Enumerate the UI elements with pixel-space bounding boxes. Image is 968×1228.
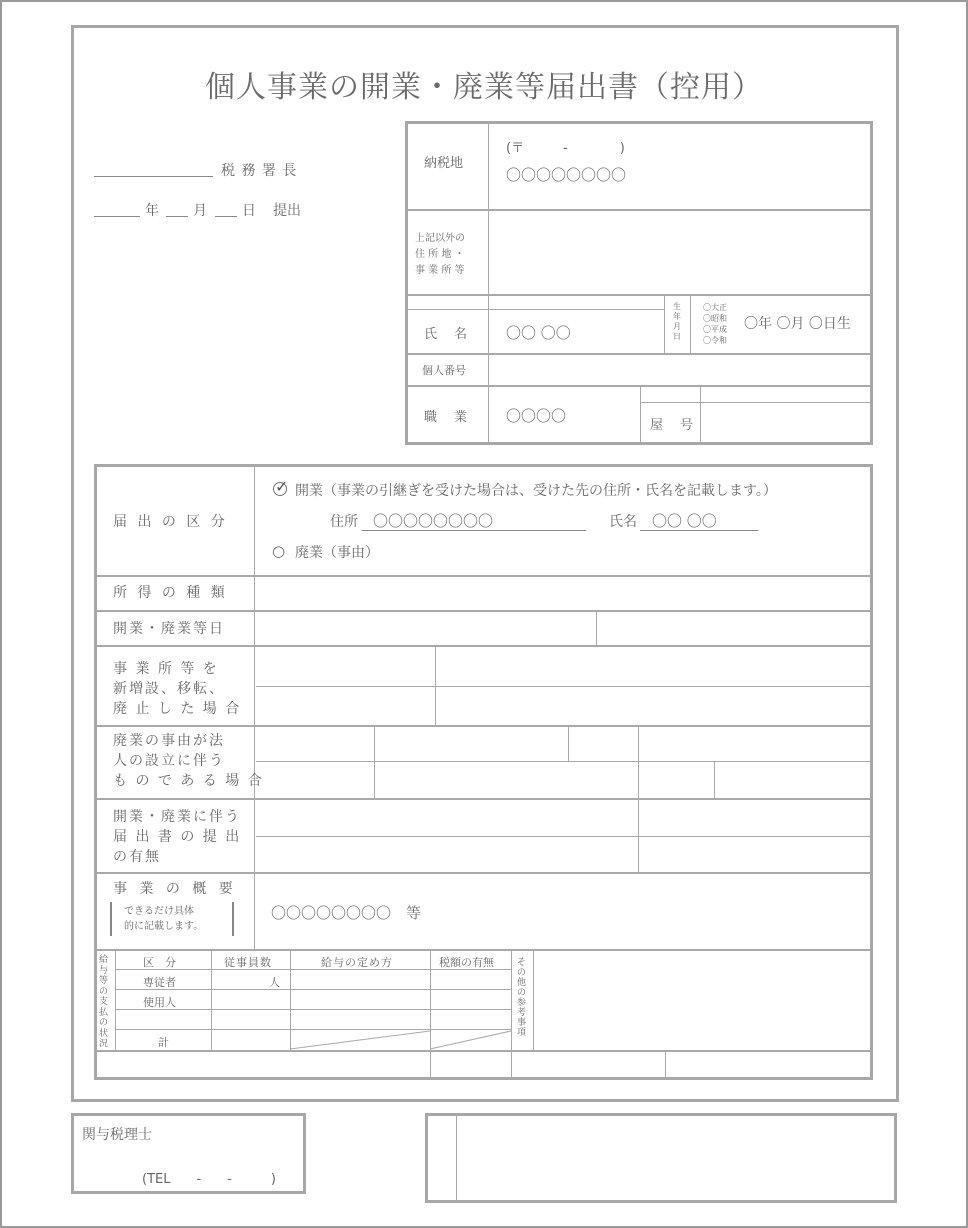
row-line xyxy=(256,836,870,837)
office-use-box xyxy=(425,1113,897,1203)
label-column-line xyxy=(254,467,255,950)
birth-date[interactable]: 〇年 〇月 〇日生 xyxy=(744,316,851,332)
row-line xyxy=(97,1050,870,1052)
kaigyo-checkbox[interactable] xyxy=(273,477,289,496)
col-line xyxy=(690,296,691,353)
year-line[interactable] xyxy=(94,216,140,217)
salary-header-kubun: 区 分 xyxy=(143,956,176,969)
col-line xyxy=(638,727,639,798)
my-number-field[interactable] xyxy=(490,355,870,385)
shotoku-field[interactable] xyxy=(256,577,870,610)
occupation-value[interactable]: 〇〇〇〇 xyxy=(506,407,567,425)
shimei-label: 氏名 xyxy=(609,514,637,530)
salary-side-label: 給与等の支払の状況 xyxy=(99,955,109,1049)
office-change-label: 事 業 所 等 を 新増設、移転、 廃 止 し た 場 合 xyxy=(113,661,242,717)
name-value[interactable]: 〇〇 〇〇 xyxy=(506,324,571,342)
row-line xyxy=(97,645,870,647)
salary-header-tax: 税額の有無 xyxy=(439,956,494,969)
tax-office-line[interactable] xyxy=(94,176,213,177)
salary-row-label: 使用人 xyxy=(143,996,176,1009)
month-line[interactable] xyxy=(166,216,188,217)
my-number-label: 個人番号 xyxy=(422,364,466,377)
row-line xyxy=(97,949,870,951)
row-line xyxy=(408,294,870,296)
submit-label: 提出 xyxy=(273,203,301,219)
era-options[interactable]: 〇大正 〇昭和 〇平成 〇令和 xyxy=(703,303,727,345)
row-line xyxy=(97,610,870,612)
gaiyo-label: 事 業 の 概 要 xyxy=(113,881,237,897)
row-line xyxy=(97,725,870,727)
other-notes-label: その他の参考事項 xyxy=(517,958,527,1038)
name-label: 氏 名 xyxy=(424,327,470,342)
col-line xyxy=(374,727,375,798)
row-line xyxy=(97,872,870,874)
date-label: 開業・廃業等日 xyxy=(113,621,225,637)
col-line xyxy=(638,800,639,872)
col-line xyxy=(533,951,534,1050)
col-line xyxy=(664,296,665,353)
tax-accountant-label: 関与税理士 xyxy=(82,1127,152,1143)
other-notes-field[interactable] xyxy=(535,952,870,1049)
todoke-label: 開業・廃業に伴う 届 出 書 の 提 出 の有無 xyxy=(113,809,242,865)
birth-label: 生 年 月 日 xyxy=(673,302,681,341)
month-label: 月 xyxy=(193,203,207,219)
gaiyo-note-bracket xyxy=(110,902,234,936)
diagonal-lines xyxy=(290,1030,511,1050)
tax-office-suffix: 税 務 署 長 xyxy=(221,163,298,179)
col-line xyxy=(511,951,512,1078)
kaigyo-text: 開業（事業の引継ぎを受けた場合は、受けた先の住所・氏名を記載します。） xyxy=(295,483,777,499)
col-line xyxy=(456,1116,457,1200)
col-line xyxy=(596,612,597,645)
jusho-label: 住所 xyxy=(330,514,358,530)
col-line xyxy=(435,647,436,725)
day-label: 日 xyxy=(242,203,256,219)
salary-header-count: 従事員数 xyxy=(224,956,272,969)
salary-header-method: 給与の定め方 xyxy=(321,956,393,969)
yago-field[interactable] xyxy=(702,404,870,442)
taxpayer-divider xyxy=(488,124,489,442)
salary-unit: 人 xyxy=(269,976,280,989)
form-title: 個人事業の開業・廃業等届出書（控用） xyxy=(205,70,763,105)
day-line[interactable] xyxy=(215,216,237,217)
haigyo-radio[interactable]: ○ xyxy=(272,542,286,560)
row-line xyxy=(256,686,870,687)
nozeichi-label: 納税地 xyxy=(424,156,464,171)
postal-code[interactable]: (〒 - ) xyxy=(506,141,625,156)
col-line xyxy=(714,762,715,798)
checkmark-icon: ✓ xyxy=(275,477,289,496)
gaiyo-value[interactable]: 〇〇〇〇〇〇〇〇 等 xyxy=(271,904,422,922)
row-line xyxy=(256,761,870,762)
gaiyo-note: できるだけ具体 的に記載します。 xyxy=(124,906,204,932)
col-line xyxy=(640,387,641,442)
shotoku-label: 所 得 の 種 類 xyxy=(113,585,228,601)
col-line xyxy=(568,727,569,761)
col-line xyxy=(700,387,701,442)
yago-label: 屋 号 xyxy=(650,418,696,433)
corp-label: 廃業の事由が法 人の設立に伴う も の で あ る 場 合 xyxy=(113,733,264,789)
other-address-field[interactable] xyxy=(490,212,870,294)
occupation-label: 職 業 xyxy=(424,410,470,425)
salary-row-label: 専従者 xyxy=(143,976,176,989)
other-address-label: 上記以外の 住 所 地 ・ 事 業 所 等 xyxy=(415,233,465,276)
jusho-value[interactable]: 〇〇〇〇〇〇〇〇 xyxy=(373,512,494,530)
nozeichi-address[interactable]: 〇〇〇〇〇〇〇〇 xyxy=(506,166,627,184)
tax-accountant-tel[interactable]: (TEL - - ) xyxy=(142,1172,276,1187)
row-line xyxy=(97,798,870,800)
row-line xyxy=(408,209,870,211)
haigyo-text: 廃業（事由） xyxy=(295,545,379,561)
col-line xyxy=(211,951,212,1050)
col-line xyxy=(430,951,431,1078)
shimei-value[interactable]: 〇〇 〇〇 xyxy=(652,512,717,530)
row-line xyxy=(408,309,664,310)
row-line xyxy=(640,402,870,403)
col-line xyxy=(665,1051,666,1078)
row-line xyxy=(408,385,870,387)
kubun-label: 届 出 の 区 分 xyxy=(113,514,228,530)
year-label: 年 xyxy=(145,203,159,219)
col-line xyxy=(115,951,116,1050)
salary-row-label: 計 xyxy=(158,1036,169,1049)
